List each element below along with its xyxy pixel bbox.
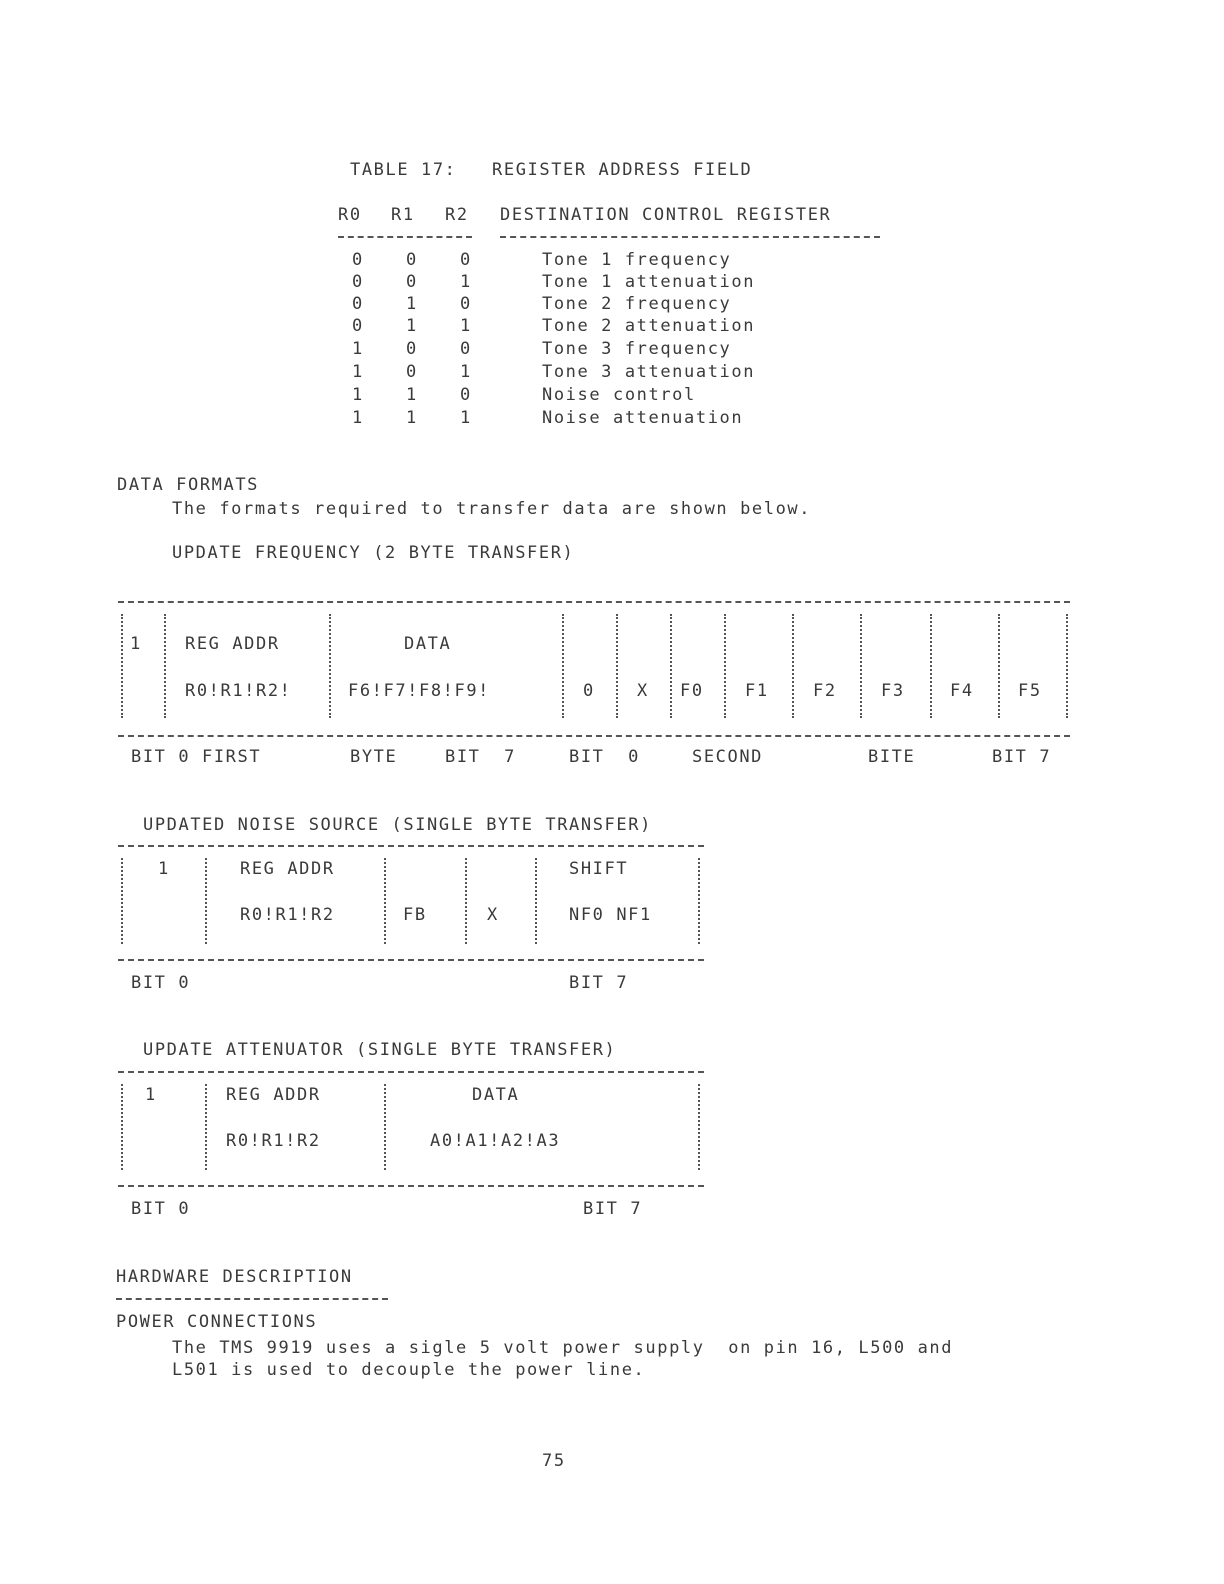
reg-bits-label: R0!R1!R2! [185, 681, 292, 701]
header-rule-destination [500, 236, 880, 238]
cell-r1: 0 [406, 272, 418, 292]
divider [698, 1084, 700, 1170]
divider [121, 614, 123, 718]
cell-r1: 1 [406, 294, 418, 314]
diagram-bottom-rule [118, 735, 1070, 737]
diagram-top-rule [118, 845, 704, 847]
bit-label: F5 [1018, 681, 1042, 701]
power-paragraph-line: The TMS 9919 uses a sigle 5 volt power supply on pin 16, L500 and [172, 1338, 954, 1358]
footer-label: BIT 7 [569, 973, 629, 993]
bit-label: F3 [881, 681, 905, 701]
divider [205, 858, 207, 944]
col-header-destination: DESTINATION CONTROL REGISTER [500, 205, 832, 225]
footer-label: BIT 0 [131, 1199, 191, 1219]
diagram-bottom-rule [118, 959, 704, 961]
cell-r2: 0 [460, 250, 472, 270]
footer-label: BIT 0 [569, 747, 641, 767]
bit-one-label: 1 [158, 859, 170, 879]
cell-r2: 1 [460, 362, 472, 382]
bit-label: F0 [680, 681, 704, 701]
noise-source-heading: UPDATED NOISE SOURCE (SINGLE BYTE TRANSFER) [143, 815, 652, 835]
divider [998, 614, 1000, 718]
cell-destination: Tone 2 attenuation [542, 316, 756, 336]
reg-bits-label: R0!R1!R2 [226, 1131, 321, 1151]
divider [384, 858, 386, 944]
shift-label: SHIFT [569, 859, 629, 879]
cell-r2: 1 [460, 272, 472, 292]
bit-label: F4 [950, 681, 974, 701]
divider [930, 614, 932, 718]
shift-bits-label: NF0 NF1 [569, 905, 652, 925]
cell-r0: 1 [352, 385, 364, 405]
diagram-top-rule [118, 1071, 704, 1073]
page-number: 75 [542, 1451, 566, 1471]
divider [860, 614, 862, 718]
reg-addr-label: REG ADDR [185, 634, 280, 654]
hardware-heading-rule [116, 1298, 388, 1300]
cell-r2: 0 [460, 294, 472, 314]
data-label: DATA [404, 634, 452, 654]
bit-one-label: 1 [130, 634, 142, 654]
cell-r0: 0 [352, 294, 364, 314]
divider [616, 614, 618, 718]
divider [535, 858, 537, 944]
bit-one-label: 1 [145, 1085, 157, 1105]
divider [1066, 614, 1068, 718]
divider [724, 614, 726, 718]
feedback-label: FB [403, 905, 427, 925]
cell-r2: 0 [460, 385, 472, 405]
footer-label: BIT 7 [445, 747, 517, 767]
divider [698, 858, 700, 944]
cell-r0: 0 [352, 272, 364, 292]
footer-label: BIT 0 [131, 973, 191, 993]
divider [792, 614, 794, 718]
cell-r1: 1 [406, 316, 418, 336]
divider [205, 1084, 207, 1170]
divider [384, 1084, 386, 1170]
cell-r1: 1 [406, 385, 418, 405]
unused-bit-label: X [487, 905, 499, 925]
cell-r1: 0 [406, 362, 418, 382]
cell-r2: 1 [460, 316, 472, 336]
data-bits-label: A0!A1!A2!A3 [430, 1131, 561, 1151]
footer-label: BIT 0 FIRST [131, 747, 262, 767]
cell-destination: Noise control [542, 385, 696, 405]
hardware-heading: HARDWARE DESCRIPTION [116, 1267, 353, 1287]
divider [562, 614, 564, 718]
data-label: DATA [472, 1085, 520, 1105]
reg-addr-label: REG ADDR [240, 859, 335, 879]
cell-destination: Tone 1 attenuation [542, 272, 756, 292]
attenuator-heading: UPDATE ATTENUATOR (SINGLE BYTE TRANSFER) [143, 1040, 617, 1060]
col-header-r0: R0 [338, 205, 362, 225]
reg-bits-label: R0!R1!R2 [240, 905, 335, 925]
divider [465, 858, 467, 944]
cell-r1: 1 [406, 408, 418, 428]
cell-r0: 0 [352, 250, 364, 270]
diagram-bottom-rule [118, 1185, 704, 1187]
cell-destination: Noise attenuation [542, 408, 744, 428]
cell-r2: 0 [460, 339, 472, 359]
cell-destination: Tone 3 attenuation [542, 362, 756, 382]
data-formats-heading: DATA FORMATS [117, 475, 260, 495]
power-paragraph-line: L501 is used to decouple the power line. [172, 1360, 646, 1380]
cell-r0: 1 [352, 339, 364, 359]
divider [121, 858, 123, 944]
cell-destination: Tone 2 frequency [542, 294, 732, 314]
cell-r0: 1 [352, 408, 364, 428]
bit-label: F2 [813, 681, 837, 701]
bit-label: X [637, 681, 649, 701]
table-title: TABLE 17: REGISTER ADDRESS FIELD [350, 160, 753, 180]
col-header-r1: R1 [391, 205, 415, 225]
footer-label: SECOND [692, 747, 764, 767]
data-bits-label: F6!F7!F8!F9! [348, 681, 491, 701]
cell-r2: 1 [460, 408, 472, 428]
divider [670, 614, 672, 718]
cell-r1: 0 [406, 339, 418, 359]
divider [121, 1084, 123, 1170]
footer-label: BIT 7 [992, 747, 1052, 767]
cell-destination: Tone 3 frequency [542, 339, 732, 359]
col-header-r2: R2 [445, 205, 469, 225]
footer-label: BYTE [350, 747, 398, 767]
cell-r1: 0 [406, 250, 418, 270]
header-rule-bits [338, 236, 472, 238]
divider [329, 614, 331, 718]
bit-label: F1 [745, 681, 769, 701]
reg-addr-label: REG ADDR [226, 1085, 321, 1105]
cell-destination: Tone 1 frequency [542, 250, 732, 270]
cell-r0: 1 [352, 362, 364, 382]
data-formats-intro: The formats required to transfer data are shown below. [172, 499, 812, 519]
bit-label: 0 [583, 681, 595, 701]
diagram-top-rule [118, 601, 1070, 603]
update-frequency-heading: UPDATE FREQUENCY (2 BYTE TRANSFER) [172, 543, 575, 563]
power-connections-heading: POWER CONNECTIONS [116, 1312, 318, 1332]
footer-label: BIT 7 [583, 1199, 643, 1219]
footer-label: BITE [868, 747, 916, 767]
cell-r0: 0 [352, 316, 364, 336]
divider [164, 614, 166, 718]
